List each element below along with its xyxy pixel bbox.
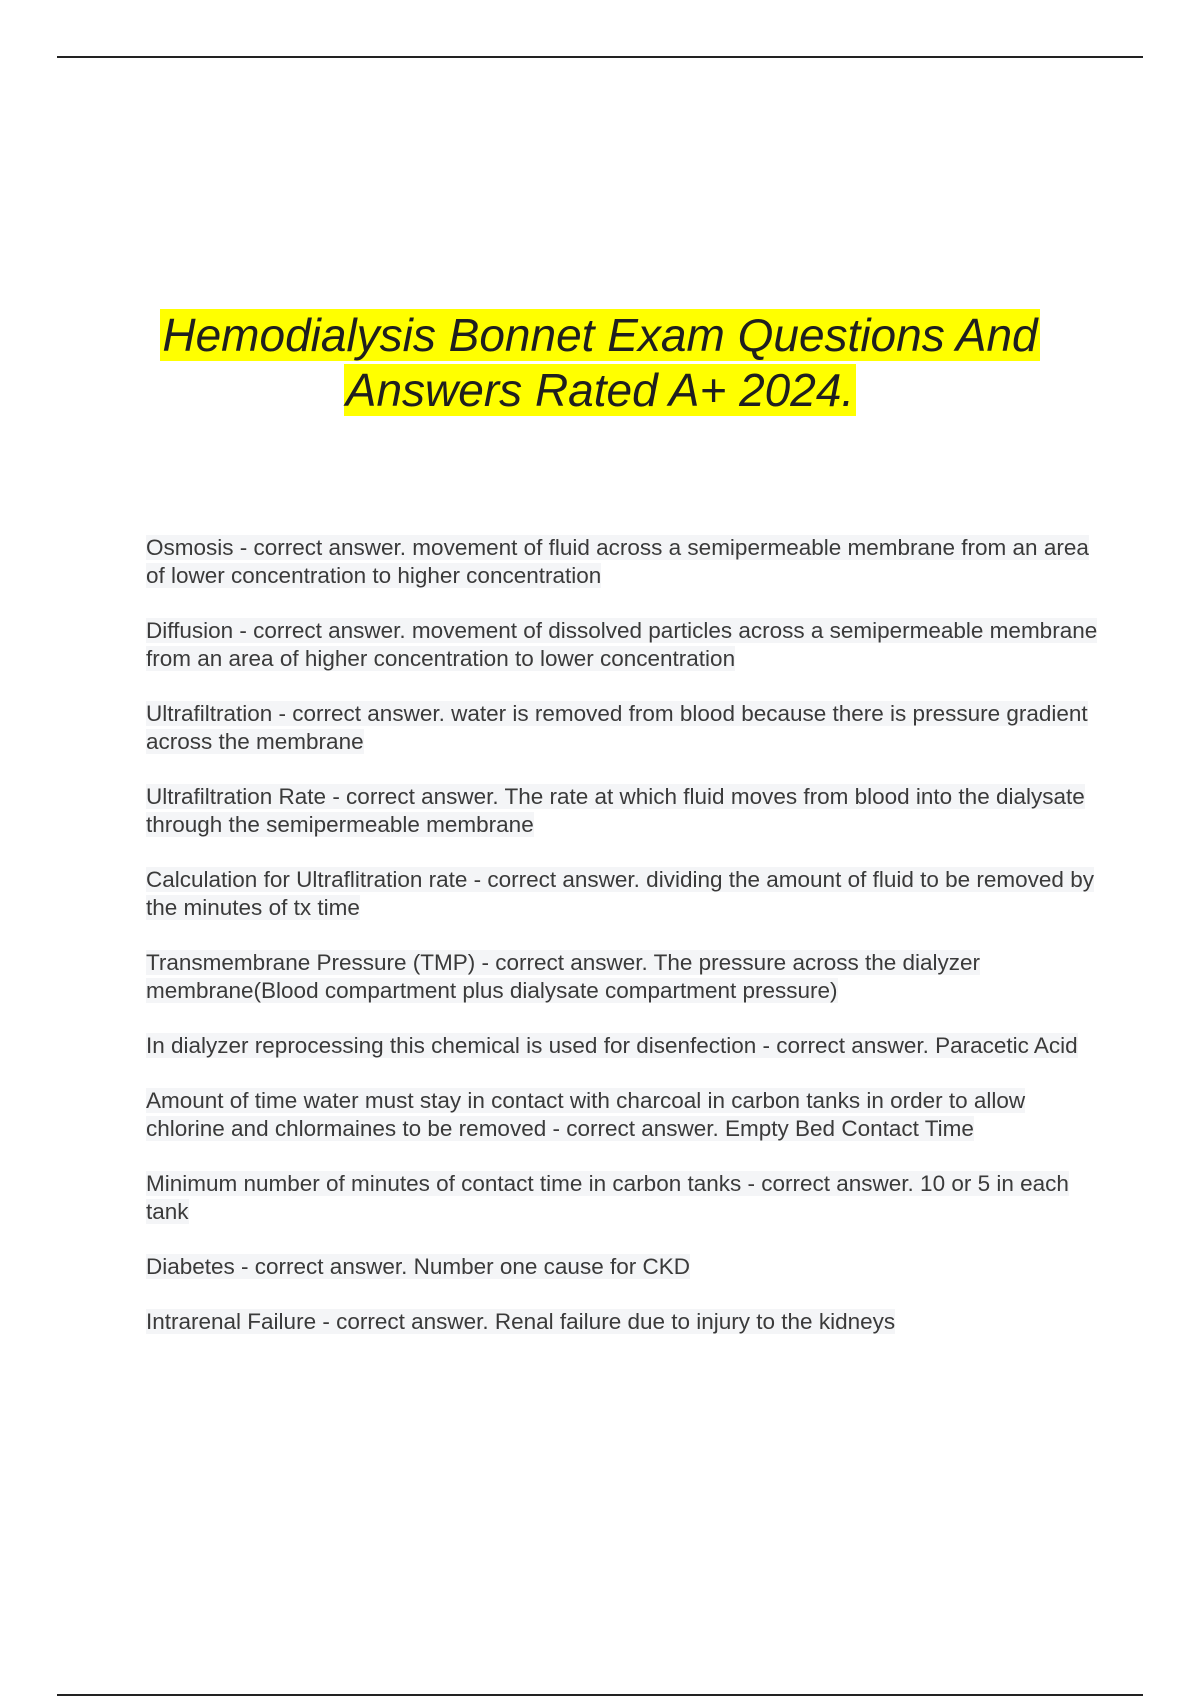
qa-item-text: Intrarenal Failure - correct answer. Renal failure due to injury to the kidneys: [146, 1309, 896, 1334]
top-divider: [57, 56, 1143, 58]
qa-item-text: Calculation for Ultraflitration rate - correct answer. dividing the amount of fluid to be removed by the minutes of tx time: [146, 867, 1094, 920]
title-line-2: Answers Rated A+ 2024.: [345, 364, 855, 416]
qa-item-text: Amount of time water must stay in contact with charcoal in carbon tanks in order to allow chlorine and chlormaines to be removed - correct answer. Empty Bed Contact Time: [146, 1088, 1026, 1141]
qa-item: [146, 866, 1106, 922]
qa-item-text: Osmosis - correct answer. movement of fluid across a semipermeable membrane from an area of lower concentration to higher concentration: [146, 535, 1089, 588]
qa-item-text: Diabetes - correct answer. Number one cause for CKD: [146, 1254, 690, 1279]
qa-item: [146, 617, 1106, 673]
qa-item: [146, 1087, 1106, 1143]
qa-item: [146, 1308, 1106, 1336]
qa-item-text: Minimum number of minutes of contact time in carbon tanks - correct answer. 10 or 5 in each tank: [146, 1171, 1069, 1224]
qa-item-text: Ultrafiltration Rate - correct answer. The rate at which fluid moves from blood into the dialysate through the semipermeable membrane: [146, 784, 1085, 837]
bottom-divider: [57, 1694, 1143, 1696]
qa-item-text: In dialyzer reprocessing this chemical is used for disenfection - correct answer. Paracetic Acid: [146, 1033, 1078, 1058]
document-title: [100, 308, 1100, 418]
qa-item: [146, 700, 1106, 756]
qa-item: [146, 1253, 1106, 1281]
title-line-1: Hemodialysis Bonnet Exam Questions And: [162, 309, 1038, 361]
qa-item: [146, 949, 1106, 1005]
qa-item: [146, 1170, 1106, 1226]
qa-item-text: Diffusion - correct answer. movement of dissolved particles across a semipermeable membrane from an area of higher concentration to lower concentration: [146, 618, 1098, 671]
qa-list: [146, 534, 1106, 1363]
qa-item-text: Ultrafiltration - correct answer. water is removed from blood because there is pressure gradient across the membrane: [146, 701, 1088, 754]
qa-item-text: Transmembrane Pressure (TMP) - correct answer. The pressure across the dialyzer membrane(Blood compartment plus dialysate compartment pressure): [146, 950, 981, 1003]
qa-item: [146, 1032, 1106, 1060]
qa-item: [146, 534, 1106, 590]
qa-item: [146, 783, 1106, 839]
